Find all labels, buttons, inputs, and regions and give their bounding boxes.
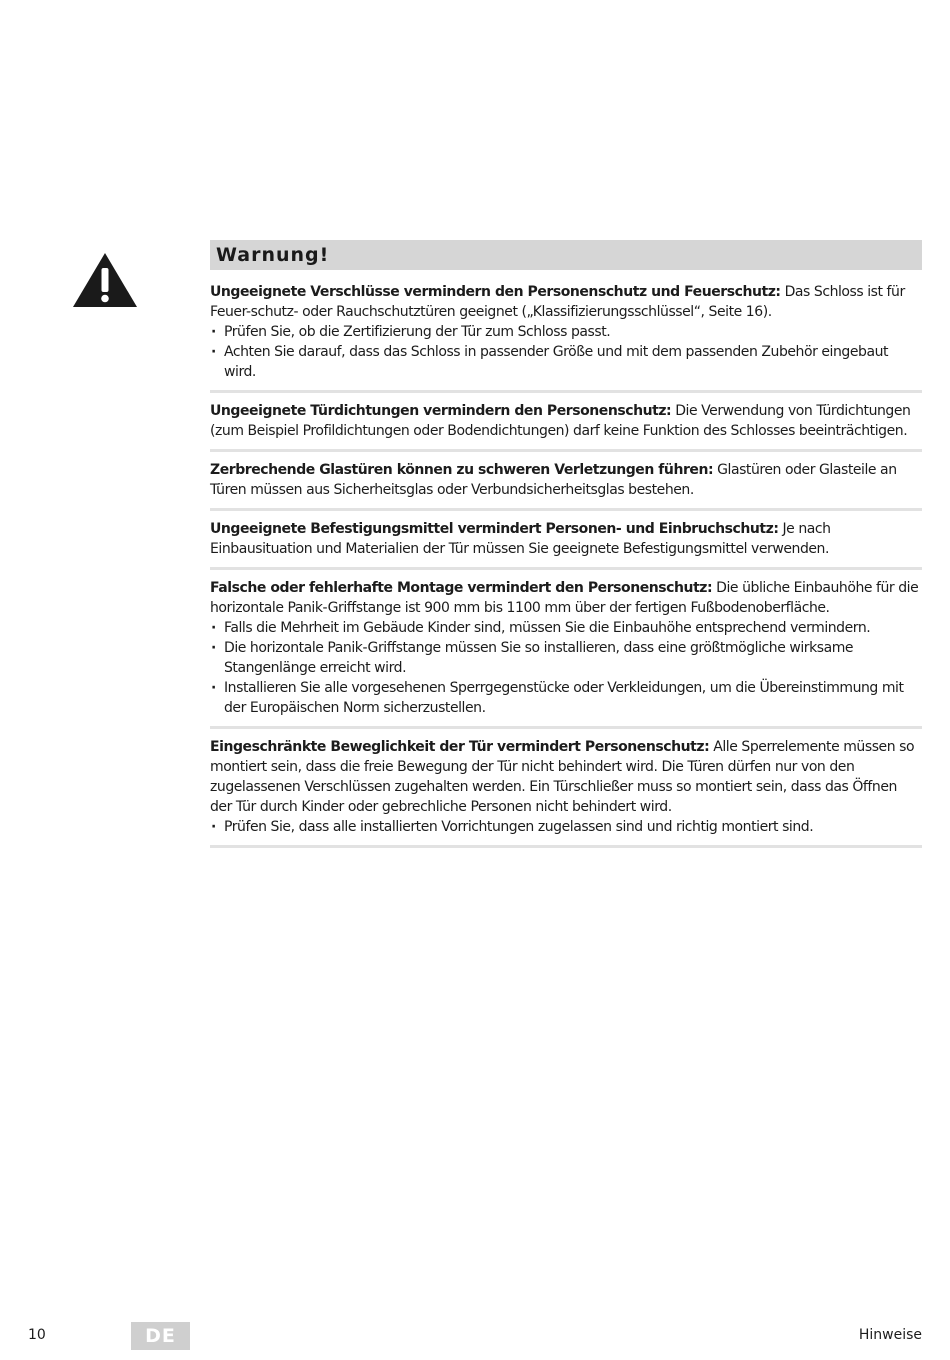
section-paragraph xyxy=(210,519,922,559)
bullet-list xyxy=(210,618,922,718)
bullet-item: · Falls die Mehrheit im Gebäude Kinder sind, müssen Sie die Einbauhöhe entsprechend vermindern. xyxy=(210,618,922,638)
page-number: 10 xyxy=(28,1327,46,1343)
bullet-item: · Die horizontale Panik-Griffstange müssen Sie so installieren, dass eine größtmögliche wirksame Stangenlänge erreicht wird. xyxy=(210,638,922,678)
language-badge: DE xyxy=(131,1322,190,1350)
warning-sections xyxy=(210,282,922,848)
section-text: Die übliche Einbauhöhe für die horizontale Panik-Griffstange ist 900 mm bis 1100 mm über der fertigen Fußbodenoberfläche. xyxy=(210,580,919,616)
section-name: Hinweise xyxy=(858,1327,922,1343)
warning-section xyxy=(210,519,922,570)
section-paragraph xyxy=(210,737,922,817)
bullet-item: · Achten Sie darauf, dass das Schloss in passender Größe und mit dem passenden Zubehör eingebaut wird. xyxy=(210,342,922,382)
section-heading: Ungeeignete Verschlüsse vermindern den Personenschutz und Feuerschutz: xyxy=(210,284,781,300)
section-text: Das Schloss ist für Feuer-schutz- oder Rauchschutztüren geeignet („Klassifizierungsschlüssel“, Seite 16). xyxy=(210,284,905,320)
warning-title-bar xyxy=(210,240,922,270)
bullet-item: · Prüfen Sie, ob die Zertifizierung der Tür zum Schloss passt. xyxy=(210,322,922,342)
section-paragraph xyxy=(210,282,922,322)
warning-triangle-icon xyxy=(72,252,138,308)
section-text: Je nach Einbausituation und Materialien der Tür müssen Sie geeignete Befestigungsmittel verwenden. xyxy=(210,521,831,557)
warning-title: Warnung! xyxy=(216,244,330,266)
warning-section xyxy=(210,401,922,452)
section-heading: Falsche oder fehlerhafte Montage vermindert den Personenschutz: xyxy=(210,580,713,596)
warning-section xyxy=(210,460,922,511)
section-text: Die Verwendung von Türdichtungen (zum Beispiel Profildichtungen oder Bodendichtungen) darf keine Funktion des Schlosses beeinträchtigen. xyxy=(210,403,911,439)
section-heading: Ungeeignete Türdichtungen vermindern den Personenschutz: xyxy=(210,403,672,419)
section-heading: Ungeeignete Befestigungsmittel vermindert Personen- und Einbruchschutz: xyxy=(210,521,779,537)
section-text: Glastüren oder Glasteile an Türen müssen aus Sicherheitsglas oder Verbundsicherheitsglas bestehen. xyxy=(210,462,897,498)
section-heading: Eingeschränkte Beweglichkeit der Tür vermindert Personenschutz: xyxy=(210,739,710,755)
section-paragraph xyxy=(210,578,922,618)
warning-section xyxy=(210,282,922,393)
bullet-list xyxy=(210,322,922,382)
section-heading: Zerbrechende Glastüren können zu schweren Verletzungen führen: xyxy=(210,462,714,478)
bullet-list xyxy=(210,817,922,837)
warning-section xyxy=(210,737,922,848)
warning-section xyxy=(210,578,922,729)
bullet-item: · Installieren Sie alle vorgesehenen Sperrgegenstücke oder Verkleidungen, um die Übereinstimmung mit der Europäischen Norm sicherzustellen. xyxy=(210,678,922,718)
warning-box xyxy=(210,240,922,856)
section-paragraph xyxy=(210,401,922,441)
bullet-item: · Prüfen Sie, dass alle installierten Vorrichtungen zugelassen sind und richtig montiert sind. xyxy=(210,817,922,837)
section-paragraph xyxy=(210,460,922,500)
section-text: Alle Sperrelemente müssen so montiert sein, dass die freie Bewegung der Tür nicht behindert wird. Die Türen dürfen nur von den zugelassenen Verschlüssen zugehalten werden. Ein Türschließer muss so montiert sein, dass das Öffnen der Tür durch Kinder oder gebrechliche Personen nicht behindert wird. xyxy=(210,739,915,815)
